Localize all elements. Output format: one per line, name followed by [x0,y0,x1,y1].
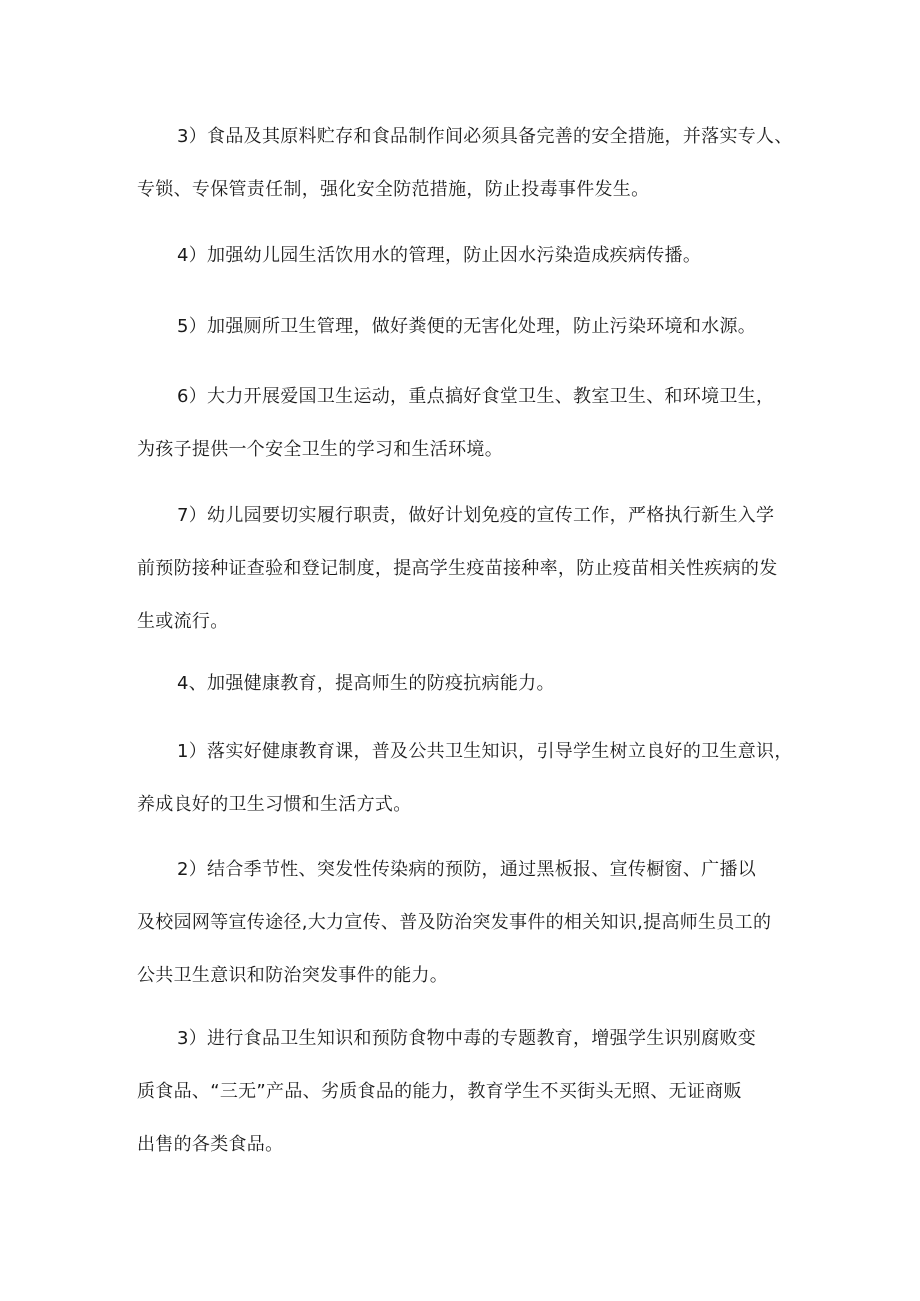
paragraph-line: 出售的各类食品。 [137,1134,284,1155]
paragraph-drinking-water [137,229,807,282]
paragraph-line: 4）加强幼儿园生活饮用水的管理，防止因水污染造成疾病传播。 [177,245,702,266]
paragraph-line: 3）食品及其原料贮存和食品制作间必须具备完善的安全措施，并落实专人、 [177,126,793,147]
paragraph-line: 5）加强厕所卫生管理，做好粪便的无害化处理，防止污染环境和水源。 [177,316,757,337]
paragraph-line: 生或流行。 [137,611,229,632]
paragraph-hygiene-campaign [137,370,807,476]
paragraph-line: 1）落实好健康教育课，普及公共卫生知识，引导学生树立良好的卫生意识， [177,741,793,762]
paragraph-line: 2）结合季节性、突发性传染病的预防，通过黑板报、宣传橱窗、广播以 [177,859,757,880]
paragraph-line: 质食品、“三无”产品、劣质食品的能力，教育学生不买街头无照、无证商贩 [137,1081,742,1102]
paragraph-line: 前预防接种证查验和登记制度，提高学生疫苗接种率，防止疫苗相关性疾病的发 [137,558,778,579]
paragraph-line: 及校园网等宣传途径,大力宣传、普及防治突发事件的相关知识,提高师生员工的 [137,912,772,933]
section-heading-health-education [137,657,807,710]
paragraph-line: 4、加强健康教育，提高师生的防疫抗病能力。 [177,673,555,694]
paragraph-toilet-management [137,300,807,353]
paragraph-health-class [137,725,807,831]
paragraph-line: 养成良好的卫生习惯和生活方式。 [137,794,412,815]
paragraph-line: 3）进行食品卫生知识和预防食物中毒的专题教育，增强学生识别腐败变 [177,1028,757,1049]
paragraph-line: 专锁、专保管责任制，强化安全防范措施，防止投毒事件发生。 [137,179,650,200]
paragraph-vaccination [137,489,807,648]
paragraph-line: 为孩子提供一个安全卫生的学习和生活环境。 [137,439,503,460]
paragraph-line: 7）幼儿园要切实履行职责，做好计划免疫的宣传工作，严格执行新生入学 [177,505,775,526]
paragraph-storage-safety [137,110,807,216]
paragraph-line: 6）大力开展爱国卫生运动，重点搞好食堂卫生、教室卫生、和环境卫生， [177,386,775,407]
paragraph-food-safety-education [137,1012,807,1171]
paragraph-line: 公共卫生意识和防治突发事件的能力。 [137,965,449,986]
paragraph-seasonal-prevention [137,843,807,1002]
